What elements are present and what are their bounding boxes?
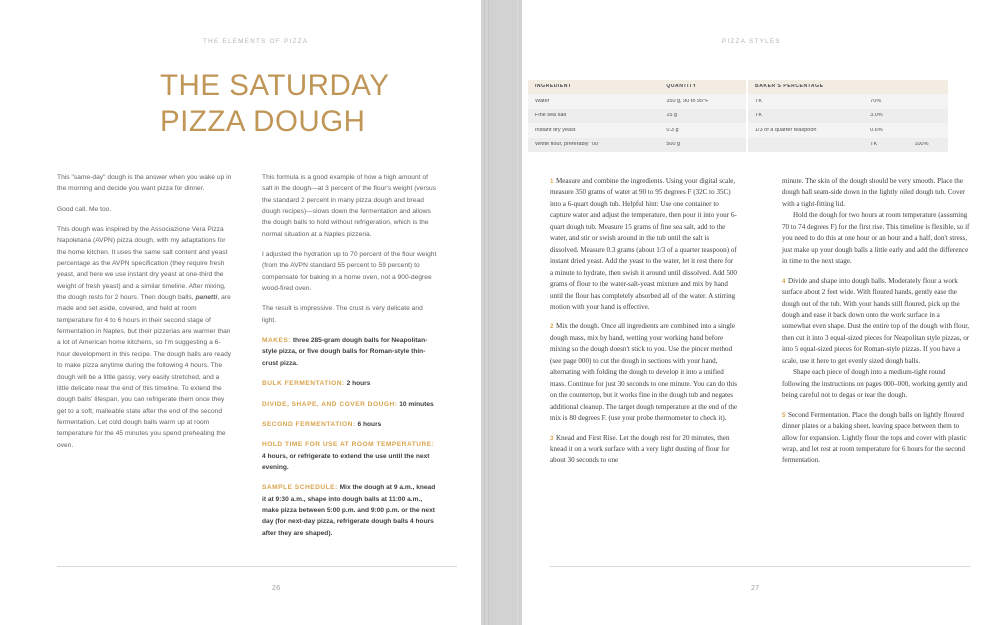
cell-ingredient: Fine sea salt	[535, 113, 567, 118]
spec-item	[262, 335, 437, 369]
step-number: 5	[782, 411, 786, 419]
column-header-quantity: QUANTITY	[666, 84, 697, 90]
cell-ingredient: Water	[535, 98, 550, 104]
column-header-bakers-percentage: BAKER'S PERCENTAGE	[755, 84, 824, 90]
step-number: 4	[782, 277, 786, 285]
body-column-2	[262, 172, 437, 548]
spec-label: DIVIDE, SHAPE, AND COVER DOUGH:	[262, 400, 398, 408]
cell-bakers-percent: 70%	[870, 98, 882, 104]
cell-quantity: 350 g, 90 to 95°F	[666, 98, 709, 104]
table-header-row	[748, 80, 948, 94]
page-title	[160, 68, 480, 139]
body-paragraph: This dough was inspired by the Associazione Vera Pizza Napoletana (AVPN) pizza dough, with my adaptations for the home kitchen. It uses the same salt content and yeast percentage as the AVPN specification (they require fresh yeast, and here we use instant dry yeast at one-third the weight of fresh yeast) and a similar timeline. After mixing, the dough rests for 2 hours. Then dough balls, panetti, are made and set aside, covered, and held at room temperature for 4 to 6 hours in their second stage of fermentation in Naples, but their pizzerias are warmer than a lot of American home kitchens, so I'm suggesting a 6-hour development in this recipe. The dough balls are ready to make pizza anytime during the following 4 hours. The dough will be a little gassy, very easily stretched, and a little delicate near the end of this timeline. To extend the dough balls' lifespan, you can refrigerate them once they get to a soft, malleable state after the end of the second fermentation. Let cold dough balls warm up at room temperature for the 45 minutes you spend preheating the oven.	[57, 226, 232, 449]
recipe-step-paragraph	[782, 367, 970, 401]
recipe-step	[550, 433, 738, 467]
page-title-line-1: THE SATURDAY	[160, 69, 390, 102]
folio-rule-right	[550, 566, 970, 567]
gutter-crease	[517, 0, 518, 625]
step-text: minute. The skin of the dough should be very smooth. Place the dough ball seam-side down in the lightly oiled dough tub. Cover with a tight-fitting lid.	[782, 177, 966, 208]
table-row	[528, 109, 746, 124]
cell-bakers-percent: 3.0%	[870, 113, 883, 118]
cell-bakers-note: TK	[755, 98, 763, 104]
page-title-line-2: PIZZA DOUGH	[160, 104, 366, 138]
steps-column-1	[550, 176, 738, 475]
folio-rule-left	[57, 566, 457, 567]
recipe-step-paragraph	[782, 210, 970, 267]
cell-bakers-note: TK	[755, 113, 763, 118]
spec-item	[262, 419, 437, 430]
table-right-half	[748, 80, 948, 152]
gutter-crease	[488, 0, 489, 625]
running-head-right: PIZZA STYLES	[722, 38, 781, 45]
spec-label: BULK FERMENTATION:	[262, 380, 345, 388]
step-text: Measure and combine the ingredients. Using your digital scale, measure 350 grams of water at 90 to 95 degrees F (32C to 35C) into a 6-quart dough tub. Helpful hint: Use one container to capture water and adjust the temperature, then pour it into your 6-quart dough tub. Measure 15 grams of fine sea salt, add to the water, and stir or swish around in the tub until the salt is dissolved. Measure 0.3 grams (about 1/3 of a quarter teaspoon) of instant dried yeast. Add the yeast to the water, let it rest there for a minute to hydrate, then swish it around until dissolved. Add 500 grams of flour to the water-salt-yeast mixture and mix by hand until the flour has completely absorbed all of the water. A stirring motion with your hand is effective.	[550, 177, 737, 311]
step-text: Shape each piece of dough into a medium-tight round following the instructions on pages 000–000, working gently and being careful not to degas or tear the dough.	[782, 368, 968, 400]
page-number-right: 27	[751, 585, 760, 592]
steps-column-2	[782, 176, 970, 475]
table-row	[528, 123, 746, 138]
body-column-1	[57, 172, 232, 460]
spec-value: Mix the dough at 9 a.m., knead it at 9:30 a.m., shape into dough balls at 11:00 a.m., make pizza between 5:00 p.m. and 9:00 p.m. or the next day (for next-day pizza, refrigerate dough balls 4 hours after they are shaped).	[262, 484, 436, 537]
cell-bakers-percent: TK	[870, 142, 878, 147]
recipe-step	[782, 410, 970, 467]
step-number: 2	[550, 323, 554, 331]
recipe-step	[550, 176, 738, 313]
body-paragraph: This formula is a good example of how a high amount of salt in the dough—at 3 percent of the flour's weight (versus the standard 2 percent in many pizza dough and bread dough recipes)—slows down the fermentation and allows the dough balls to hold without refrigeration, which is the normal situation at a Naples pizzeria.	[262, 174, 437, 238]
right-page	[522, 0, 1000, 625]
table-left-half	[528, 80, 746, 152]
cell-bakers-extra: 100%	[914, 142, 929, 147]
step-text: Divide and shape into dough balls. Moderately flour a work surface about 2 feet wide. With floured hands, gently ease the dough out of the tub. With your hands still floured, pick up the dough and ease it back down onto the work surface in a somewhat even shape. Dust the entire top of the dough with flour, then cut it into 3 equal-sized pieces for Neapolitan style pizzas, or into 5 equal-sized pieces for Roman-style pizzas. If you have a scale, use it here to get evenly sized dough balls.	[782, 276, 970, 365]
recipe-steps	[550, 176, 970, 548]
cell-quantity: 0.3 g	[666, 127, 679, 133]
spec-item	[262, 482, 437, 539]
step-text: Second Fermentation. Place the dough balls on lightly floured dinner plates or a baking sheet, leaving space between them to allow for expansion. Lightly flour the tops and cover with plastic wrap, and let rest at room temperature for 6 hours for the second fermentation.	[782, 410, 967, 465]
recipe-spec-list	[262, 335, 437, 539]
recipe-step-continuation	[782, 176, 970, 210]
spec-label: SAMPLE SCHEDULE:	[262, 484, 338, 492]
book-gutter	[481, 0, 522, 625]
table-row	[748, 109, 948, 124]
table-row	[528, 94, 746, 109]
spec-value: three 285-gram dough balls for Neapolitan-style pizza, or five dough balls for Roman-style thin-crust pizza.	[262, 337, 428, 367]
spec-value: 10 minutes	[399, 400, 434, 408]
spec-value: 2 hours	[346, 380, 371, 388]
step-text: Mix the dough. Once all ingredients are combined into a single dough mass, mix by hand, wetting your working hand before mixing so the dough doesn't stick to you. Use the pincer method (see page 000) to cut the dough in sections with your hand, alternating with folding the dough to develop it into a unified mass. Continue for just 30 seconds to one minute. You can do this on the countertop, but it works fine in the dough tub and negates additional cleanup. The target dough temperature at the end of the mix is 80 degrees F. (use your probe thermometer to check it).	[550, 322, 738, 423]
table-row	[748, 123, 948, 138]
table-header-row	[528, 80, 746, 94]
ingredient-table	[528, 80, 948, 152]
cell-bakers-percent: 0.6%	[870, 127, 883, 133]
gutter-crease	[484, 0, 485, 625]
spec-item	[262, 399, 437, 410]
table-row	[748, 94, 948, 109]
cell-bakers-note: 1/3 of a quarter teaspoon	[755, 127, 817, 133]
page-number-left: 26	[272, 585, 281, 592]
body-paragraph: This "same-day" dough is the answer when you wake up in the morning and decide you want pizza for dinner.	[57, 174, 232, 193]
body-paragraph: The result is impressive. The crust is very delicate and light.	[262, 305, 423, 324]
body-paragraph: Good call. Me too.	[57, 205, 112, 213]
cell-ingredient: White flour, preferably "00"	[535, 142, 601, 147]
column-header-ingredient: INGREDIENT	[535, 84, 572, 90]
spec-label: MAKES:	[262, 337, 292, 345]
recipe-step	[782, 276, 970, 368]
left-page-body	[57, 172, 457, 542]
spec-item	[262, 378, 437, 389]
running-head-left: THE ELEMENTS OF PIZZA	[203, 38, 309, 45]
step-number: 3	[550, 434, 554, 442]
spec-label: SECOND FERMENTATION:	[262, 420, 356, 428]
cell-ingredient: Instant dry yeast	[535, 127, 576, 133]
spec-value: 4 hours, or refrigerate to extend the use until the next evening.	[262, 452, 430, 471]
spec-label: HOLD TIME FOR USE AT ROOM TEMPERATURE:	[262, 441, 435, 449]
spec-item	[262, 439, 437, 473]
spec-value: 6 hours	[357, 420, 382, 428]
step-text: Knead and First Rise. Let the dough rest for 20 minutes, then knead it on a work surface with a very light dusting of flour for about 30 seconds to one	[550, 433, 730, 465]
table-row	[528, 138, 746, 153]
table-row	[748, 138, 948, 153]
step-text: Hold the dough for two hours at room temperature (assuming 70 to 74 degrees F) for the first rise. This timeline is flexible, so if you need to do this at one hour or an hour and a half, don't stress, just make up your dough balls a little early and add the difference in time to the next stage.	[782, 211, 970, 266]
recipe-step	[550, 321, 738, 424]
cell-quantity: 500 g	[666, 142, 681, 147]
step-number: 1	[550, 178, 554, 185]
body-paragraph: I adjusted the hydration up to 70 percent of the flour weight (from the AVPN standard 55 percent to 59 percent) to compensate for baking in a home oven, not a 900-degree wood-fired oven.	[262, 251, 437, 293]
left-page	[0, 0, 481, 625]
cell-quantity: 15 g	[666, 113, 678, 118]
